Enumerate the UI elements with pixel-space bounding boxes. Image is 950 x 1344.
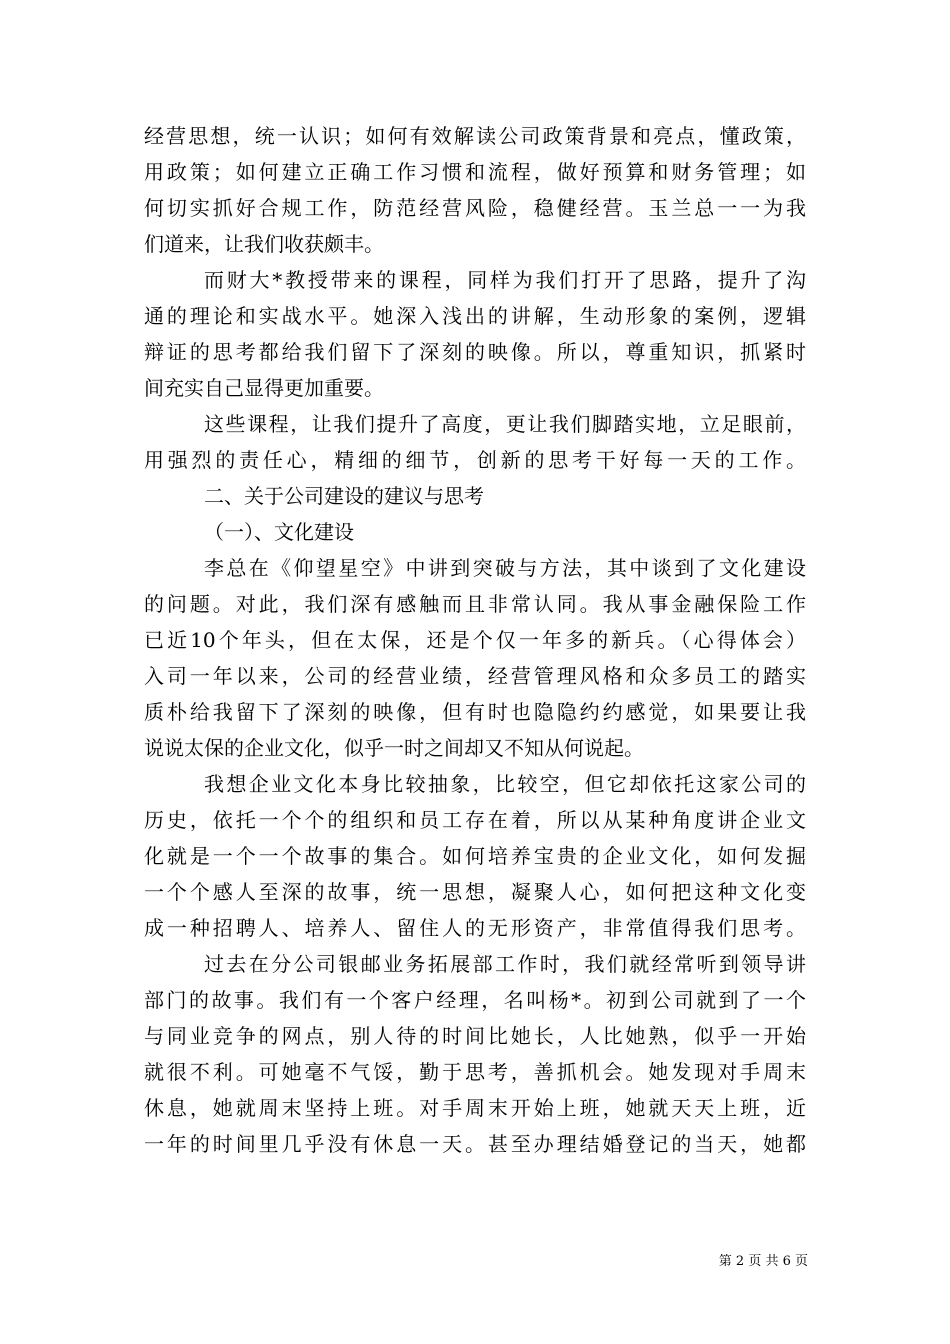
- text-line: 一个个感人至深的故事，统一思想，凝聚人心，如何把这种文化变: [144, 880, 806, 904]
- text-line: 这些课程，让我们提升了高度，更让我们脚踏实地，立足眼前，: [204, 412, 806, 436]
- text-line: 休息，她就周末坚持上班。对手周末开始上班，她就天天上班，近: [144, 1096, 806, 1120]
- text-line: 用政策；如何建立正确工作习惯和流程，做好预算和财务管理；如: [144, 160, 806, 184]
- page-number: 第 2 页 共 6 页: [718, 1254, 808, 1269]
- text-line: 历史，依托一个个的组织和员工存在着，所以从某种角度讲企业文: [144, 808, 806, 832]
- text-line: 的问题。对此，我们深有感触而且非常认同。我从事金融保险工作: [144, 592, 806, 616]
- document-body: [144, 118, 806, 1162]
- text-line: 经营思想，统一认识；如何有效解读公司政策背景和亮点，懂政策，: [144, 124, 806, 148]
- text-line: 过去在分公司银邮业务拓展部工作时，我们就经常听到领导讲: [204, 952, 806, 976]
- text-line: 部门的故事。我们有一个客户经理，名叫杨*。初到公司就到了一个: [144, 988, 806, 1012]
- text-line: 质朴给我留下了深刻的映像，但有时也隐隐约约感觉，如果要让我: [144, 700, 806, 724]
- text-line: 间充实自己显得更加重要。: [144, 376, 384, 400]
- section-heading: 二、关于公司建设的建议与思考: [204, 484, 484, 508]
- subsection-heading: （一）、文化建设: [204, 520, 354, 544]
- text-line: 已近10个年头，但在太保，还是个仅一年多的新兵。（心得体会）: [144, 628, 806, 652]
- text-line: 李总在《仰望星空》中讲到突破与方法，其中谈到了文化建设: [204, 556, 806, 580]
- text-line: 何切实抓好合规工作，防范经营风险，稳健经营。玉兰总一一为我: [144, 196, 806, 220]
- text-line: 用强烈的责任心，精细的细节，创新的思考干好每一天的工作。: [144, 448, 806, 472]
- text-line: 一年的时间里几乎没有休息一天。甚至办理结婚登记的当天，她都: [144, 1132, 806, 1156]
- text-line: 辩证的思考都给我们留下了深刻的映像。所以，尊重知识，抓紧时: [144, 340, 806, 364]
- text-line: 入司一年以来，公司的经营业绩，经营管理风格和众多员工的踏实: [144, 664, 806, 688]
- text-line: 化就是一个一个故事的集合。如何培养宝贵的企业文化，如何发掘: [144, 844, 806, 868]
- text-line: 说说太保的企业文化，似乎一时之间却又不知从何说起。: [144, 736, 644, 760]
- text-line: 而财大*教授带来的课程，同样为我们打开了思路，提升了沟: [204, 268, 806, 292]
- text-line: 们道来，让我们收获颇丰。: [144, 232, 384, 256]
- text-line: 通的理论和实战水平。她深入浅出的讲解，生动形象的案例，逻辑: [144, 304, 806, 328]
- text-line: 与同业竞争的网点，别人待的时间比她长，人比她熟，似乎一开始: [144, 1024, 806, 1048]
- text-line: 我想企业文化本身比较抽象，比较空，但它却依托这家公司的: [204, 772, 806, 796]
- text-line: 就很不利。可她毫不气馁，勤于思考，善抓机会。她发现对手周末: [144, 1060, 806, 1084]
- text-line: 成一种招聘人、培养人、留住人的无形资产，非常值得我们思考。: [144, 916, 806, 940]
